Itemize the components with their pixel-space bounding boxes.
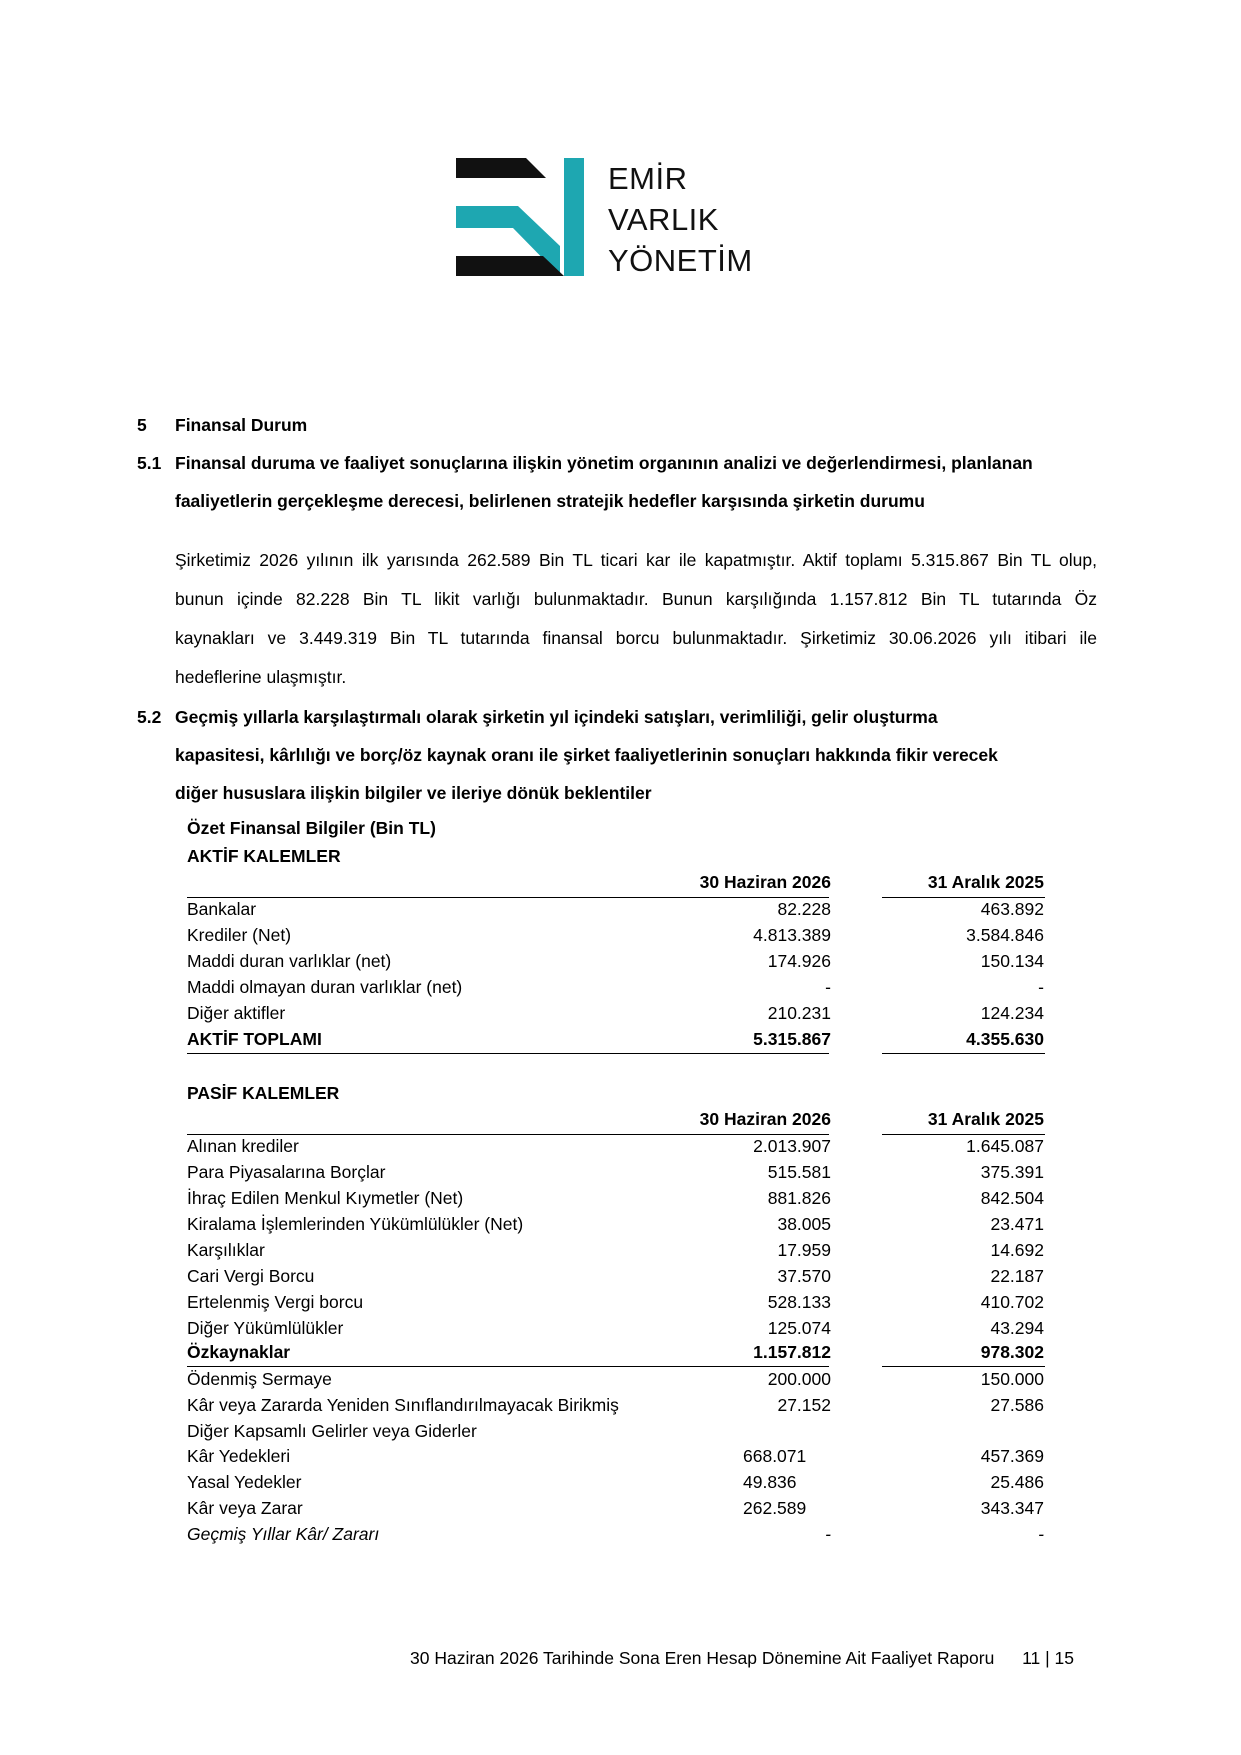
section-5-1-title-line-1: Finansal duruma ve faaliyet sonuçlarına ilişkin yönetim organının analizi ve değerlendirmesi, planlanan xyxy=(175,453,1033,473)
row-value-2026: 4.813.389 xyxy=(753,925,831,945)
paragraph-line: kaynakları ve 3.449.319 Bin TL tutarında finansal borcu bulunmaktadır. Şirketimiz 30.06.2026 yılı itibari ile xyxy=(175,628,1097,648)
assets-column-headers xyxy=(187,872,1047,898)
row-label: AKTİF TOPLAMI xyxy=(187,1029,322,1049)
liabilities-col-1-header: 30 Haziran 2026 xyxy=(699,1109,831,1129)
row-value-2025: 3.584.846 xyxy=(966,925,1044,945)
row-value-2025: 410.702 xyxy=(980,1292,1044,1312)
row-label: Kiralama İşlemlerinden Yükümlülükler (Net) xyxy=(187,1214,524,1234)
row-value-2026: 1.157.812 xyxy=(753,1342,831,1362)
row-label: Alınan krediler xyxy=(187,1136,299,1156)
row-label: Özkaynaklar xyxy=(187,1342,291,1362)
row-label: Krediler (Net) xyxy=(187,925,292,945)
section-5-1-title-line-2: faaliyetlerin gerçekleşme derecesi, belirlenen stratejik hedefler karşısında şirketin durumu xyxy=(175,491,925,511)
row-value-2026: 17.959 xyxy=(777,1240,831,1260)
row-value-2025: 457.369 xyxy=(980,1446,1044,1466)
footer-text: 30 Haziran 2026 Tarihinde Sona Eren Hesap Dönemine Ait Faaliyet Raporu xyxy=(410,1648,995,1668)
row-value-2025: 375.391 xyxy=(980,1162,1044,1182)
row-label: Yasal Yedekler xyxy=(187,1472,302,1492)
table-row xyxy=(187,1214,1047,1240)
row-label: Geçmiş Yıllar Kâr/ Zararı xyxy=(187,1524,380,1544)
row-value-2025: - xyxy=(1038,1524,1044,1544)
table-row xyxy=(187,1266,1047,1292)
row-label: Ertelenmiş Vergi borcu xyxy=(187,1292,364,1312)
assets-col-1-header: 30 Haziran 2026 xyxy=(699,872,831,892)
row-value-2026: 210.231 xyxy=(767,1003,831,1023)
table-row xyxy=(187,1003,1047,1029)
row-value-2025: 43.294 xyxy=(990,1318,1044,1338)
row-value-2025: 463.892 xyxy=(980,899,1044,919)
table-row xyxy=(187,1421,1047,1447)
table-row xyxy=(187,1136,1047,1162)
section-5-1-number: 5.1 xyxy=(137,453,162,473)
row-label: Maddi olmayan duran varlıklar (net) xyxy=(187,977,463,997)
row-value-2025: 124.234 xyxy=(980,1003,1044,1023)
row-value-2025: 23.471 xyxy=(990,1214,1044,1234)
divider xyxy=(882,1366,1045,1367)
row-label: Diğer Kapsamlı Gelirler veya Giderler xyxy=(187,1421,477,1441)
paragraph-line: Şirketimiz 2026 yılının ilk yarısında 262.589 Bin TL ticari kar ile kapatmıştır. Aktif toplamı 5.315.867 Bin TL olup, xyxy=(175,550,1097,570)
row-value-2026: 37.570 xyxy=(777,1266,831,1286)
page-footer xyxy=(410,1648,1074,1669)
row-value-2025: 27.586 xyxy=(990,1395,1044,1415)
liabilities-heading: PASİF KALEMLER xyxy=(187,1083,340,1103)
divider xyxy=(187,1053,829,1054)
table-row xyxy=(187,1318,1047,1344)
row-value-2026: 27.152 xyxy=(777,1395,831,1415)
row-value-2025: 22.187 xyxy=(990,1266,1044,1286)
table-row xyxy=(187,925,1047,951)
row-value-2025: 14.692 xyxy=(990,1240,1044,1260)
table-row xyxy=(187,1395,1047,1421)
row-label: Bankalar xyxy=(187,899,257,919)
logo-line-3: YÖNETİM xyxy=(608,243,753,278)
section-5-number: 5 xyxy=(137,415,147,435)
table-row xyxy=(187,1498,1047,1524)
liabilities-col-2-header: 31 Aralık 2025 xyxy=(927,1109,1044,1129)
row-value-2026: 38.005 xyxy=(777,1214,831,1234)
assets-heading: AKTİF KALEMLER xyxy=(187,846,341,866)
row-value-2026: 200.000 xyxy=(767,1369,831,1389)
section-5-2-title-line-3: diğer hususlara ilişkin bilgiler ve ileriye dönük beklentiler xyxy=(175,783,652,803)
divider xyxy=(882,897,1045,898)
row-value-2026: - xyxy=(825,1524,831,1544)
row-value-2026: 125.074 xyxy=(767,1318,831,1338)
table-row xyxy=(187,1446,1047,1472)
logo-line-1: EMİR xyxy=(608,161,688,196)
row-value-2025: 1.645.087 xyxy=(966,1136,1044,1156)
row-label: İhraç Edilen Menkul Kıymetler (Net) xyxy=(187,1188,464,1208)
row-value-2026: 881.826 xyxy=(767,1188,831,1208)
row-label: Kâr Yedekleri xyxy=(187,1446,291,1466)
table-row xyxy=(187,1240,1047,1266)
table-row xyxy=(187,1472,1047,1498)
page-number: 11 | 15 xyxy=(1022,1648,1074,1668)
table-row xyxy=(187,1524,1047,1550)
row-value-2025: 25.486 xyxy=(990,1472,1044,1492)
section-5-2-number: 5.2 xyxy=(137,707,162,727)
row-label: Ödenmiş Sermaye xyxy=(187,1369,332,1389)
assets-col-2-header: 31 Aralık 2025 xyxy=(927,872,1044,892)
row-value-2025: 150.134 xyxy=(980,951,1044,971)
row-value-2026: 5.315.867 xyxy=(753,1029,831,1049)
table-row xyxy=(187,1369,1047,1395)
row-value-2026: 174.926 xyxy=(767,951,831,971)
divider xyxy=(882,1134,1045,1135)
divider xyxy=(187,1134,829,1135)
row-value-2026: 2.013.907 xyxy=(753,1136,831,1156)
row-value-2026: 49.836 xyxy=(743,1472,797,1492)
table-row xyxy=(187,951,1047,977)
row-value-2026: 82.228 xyxy=(777,899,831,919)
row-value-2026: 528.133 xyxy=(767,1292,831,1312)
table-row xyxy=(187,1292,1047,1318)
row-value-2025: 150.000 xyxy=(980,1369,1044,1389)
divider xyxy=(882,1053,1045,1054)
row-label: Maddi duran varlıklar (net) xyxy=(187,951,392,971)
section-5-title: Finansal Durum xyxy=(175,415,308,435)
row-value-2025: - xyxy=(1038,977,1044,997)
row-label: Kâr veya Zarar xyxy=(187,1498,303,1518)
table-row xyxy=(187,1029,1047,1055)
logo-wordmark xyxy=(608,158,753,281)
row-label: Kâr veya Zararda Yeniden Sınıflandırılmayacak Birikmiş xyxy=(187,1395,619,1415)
table-row xyxy=(187,899,1047,925)
row-label: Para Piyasalarına Borçlar xyxy=(187,1162,386,1182)
divider xyxy=(187,1366,829,1367)
table-row xyxy=(187,1342,1047,1368)
liabilities-column-headers xyxy=(187,1109,1047,1135)
section-5-1-paragraph xyxy=(175,541,1097,697)
summary-title: Özet Finansal Bilgiler (Bin TL) xyxy=(187,818,436,838)
company-logo xyxy=(456,150,776,280)
row-value-2026: - xyxy=(825,977,831,997)
row-label: Karşılıklar xyxy=(187,1240,265,1260)
table-row xyxy=(187,1162,1047,1188)
divider xyxy=(187,897,829,898)
row-value-2026: 262.589 xyxy=(743,1498,807,1518)
row-label: Diğer Yükümlülükler xyxy=(187,1318,344,1338)
logo-line-2: VARLIK xyxy=(608,202,719,237)
row-value-2025: 4.355.630 xyxy=(966,1029,1044,1049)
paragraph-line: hedeflerine ulaşmıştır. xyxy=(175,667,347,687)
logo-mark-icon xyxy=(456,150,606,280)
section-5-2-title-line-2: kapasitesi, kârlılığı ve borç/öz kaynak oranı ile şirket faaliyetlerinin sonuçları hakkında fikir verecek xyxy=(175,745,998,765)
paragraph-line: bunun içinde 82.228 Bin TL likit varlığı bulunmaktadır. Bunun karşılığında 1.157.812 Bin TL tutarında Öz xyxy=(175,589,1097,609)
row-value-2026: 515.581 xyxy=(767,1162,831,1182)
row-value-2026: 668.071 xyxy=(743,1446,807,1466)
section-5-2-title-line-1: Geçmiş yıllarla karşılaştırmalı olarak şirketin yıl içindeki satışları, verimliliği, gelir oluşturma xyxy=(175,707,938,727)
row-value-2025: 343.347 xyxy=(980,1498,1044,1518)
row-label: Cari Vergi Borcu xyxy=(187,1266,315,1286)
table-row xyxy=(187,977,1047,1003)
row-value-2025: 842.504 xyxy=(980,1188,1044,1208)
table-row xyxy=(187,1188,1047,1214)
row-value-2025: 978.302 xyxy=(980,1342,1044,1362)
row-label: Diğer aktifler xyxy=(187,1003,286,1023)
